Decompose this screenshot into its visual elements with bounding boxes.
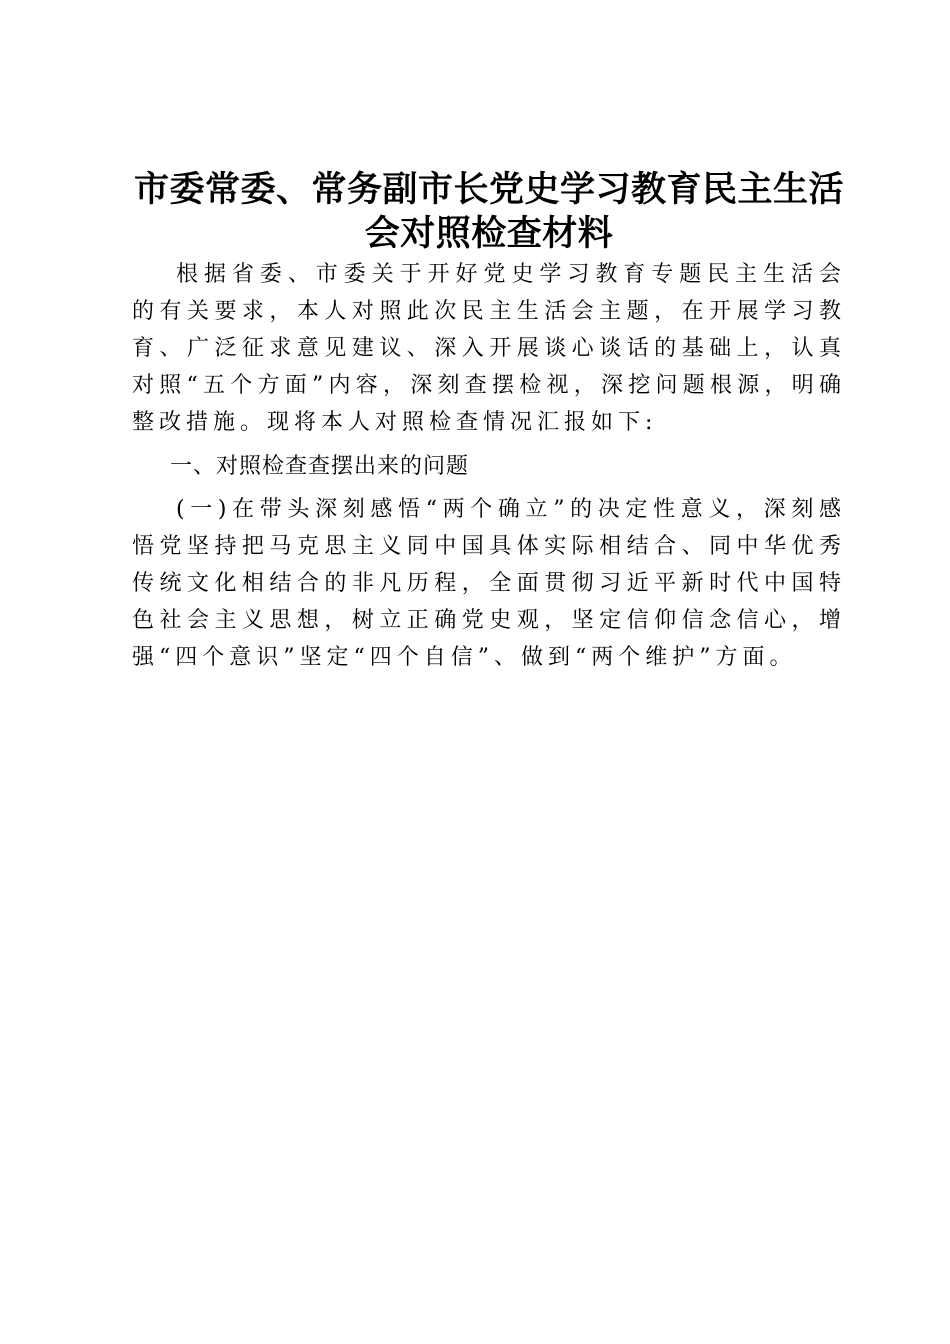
subsection-paragraph: (一)在带头深刻感悟“两个确立”的决定性意义，深刻感悟党坚持把马克思主义同中国具体实际相结合、同中华优秀传统文化相结合的非凡历程，全面贯彻习近平新时代中国特色社会主义思想，树立正确党史观，坚定信仰信念信心，增强“四个意识”坚定“四个自信”、做到“两个维护”方面。 [132,497,846,670]
document-body [132,168,846,676]
section-heading: 一、对照检查查摆出来的问题 [170,454,470,479]
intro-paragraph: 根据省委、市委关于开好党史学习教育专题民主生活会的有关要求，本人对照此次民主生活会主题，在开展学习教育、广泛征求意见建议、深入开展谈心谈话的基础上，认真对照“五个方面”内容，深刻查摆检视，深挖问题根源，明确整改措施。现将本人对照检查情况汇报如下: [132,262,846,435]
document-title: 市委常委、常务副市长党史学习教育民主生活会对照检查材料 [133,169,844,254]
